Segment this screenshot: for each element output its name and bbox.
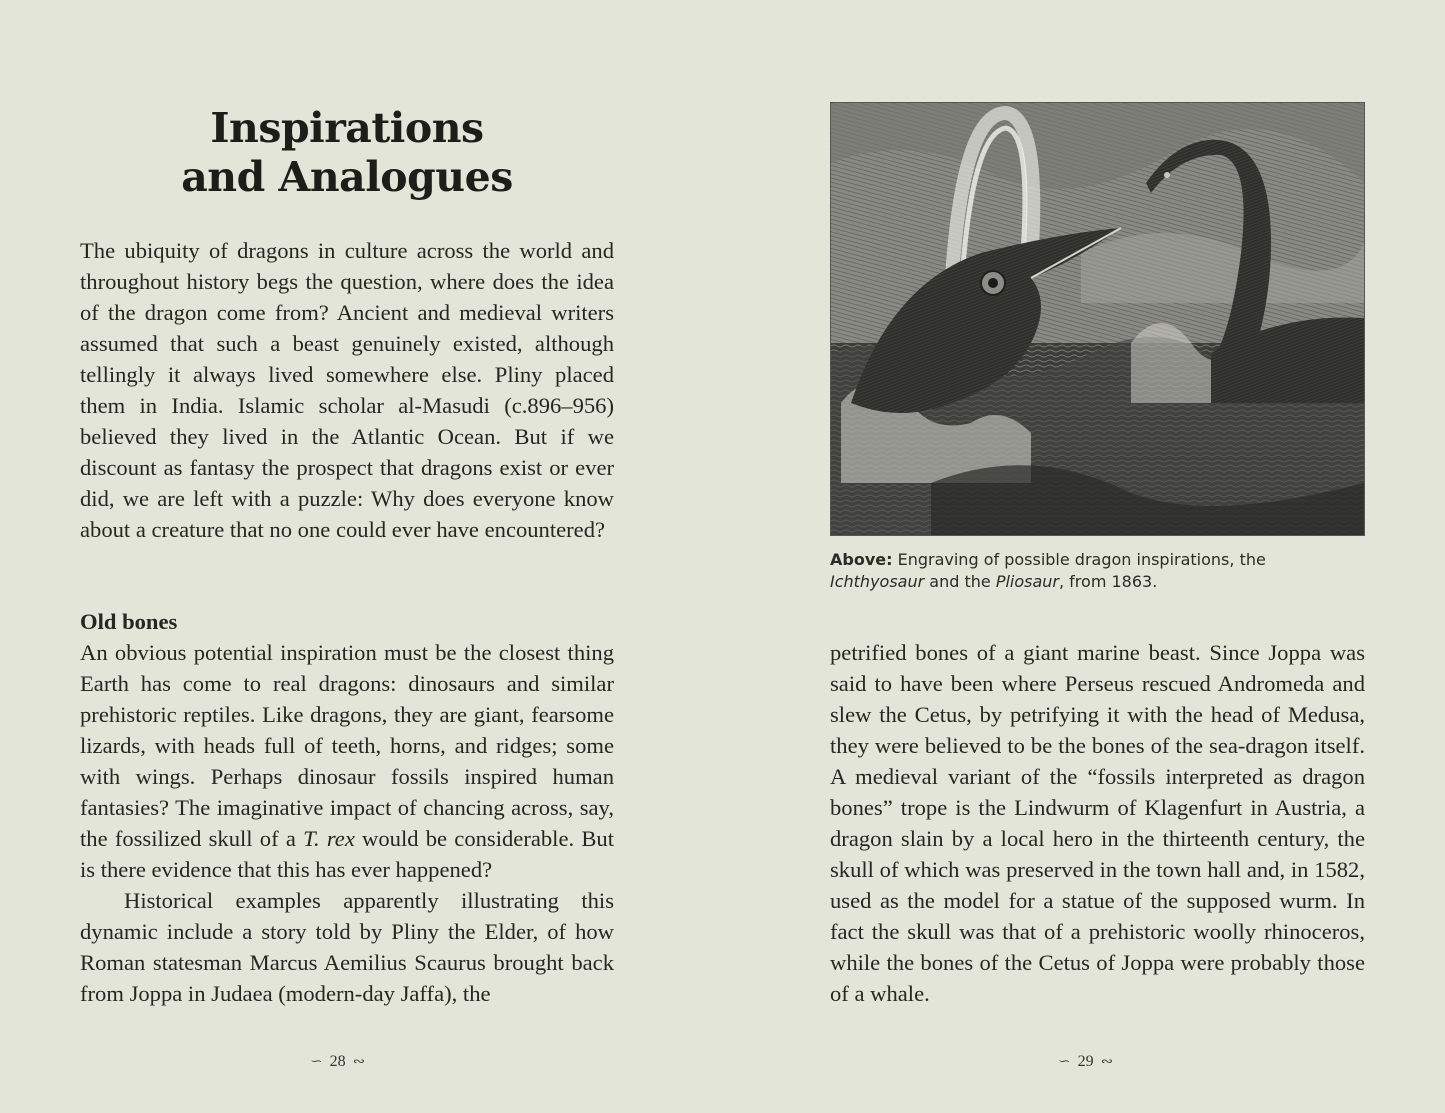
ornament-right-icon: ∾: [1100, 1055, 1114, 1069]
chapter-title: [80, 104, 614, 202]
caption-text-part: , from 1863.: [1059, 572, 1158, 591]
ornament-left-icon: ∽: [1058, 1055, 1071, 1069]
page-number: 28: [329, 1053, 346, 1070]
caption-text-part: and the: [924, 572, 996, 591]
caption-label: Above:: [830, 550, 893, 569]
caption-italic-term: Pliosaur: [995, 572, 1059, 591]
old-bones-paragraph-2: Historical examples apparently illustrating this dynamic include a story told by Pliny the Elder, of how Roman statesman Marcus Aemilius Scaurus brought back from Joppa in Judaea (modern-day Jaffa), the: [80, 888, 614, 1006]
left-page: [0, 0, 722, 1113]
page-number: 29: [1077, 1053, 1094, 1070]
old-bones-paragraph-1: [80, 637, 614, 885]
caption-italic-term: Ichthyosaur: [830, 572, 925, 591]
engraving-illustration: [830, 102, 1365, 536]
caption-text-part: Engraving of possible dragon inspirations, the: [892, 550, 1266, 569]
page-number-footer-right: [1058, 1051, 1113, 1073]
page-number-footer-left: [310, 1051, 365, 1073]
continuation-paragraph: petrified bones of a giant marine beast. Since Joppa was said to have been where Perseus rescued Andromeda and slew the Cetus, by petrifying it with the head of Medusa, they were believed to be the bones of the sea-dragon itself. A medieval variant of the “fossils interpreted as dragon bones” trope is the Lindwurm of Klagenfurt in Austria, a dragon slain by a local hero in the thirteenth century, the skull of which was preserved in the town hall and, in 1582, used as the model for a statue of the supposed wurm. In fact the skull was that of a prehistoric woolly rhinoceros, while the bones of the Cetus of Joppa were probably those of a whale.: [830, 640, 1365, 1006]
paragraph-text-part: An obvious potential inspiration must be the closest thing Earth has come to real dragons: dinosaurs and similar prehistoric reptiles. Like dragons, they are giant, fearsome lizards, with heads full of teeth, horns, and ridges; some with wings. Perhaps dinosaur fossils inspired human fantasies? The imaginative impact of chancing across, say, the fossilized skull of a: [80, 640, 614, 851]
chapter-title-line-1: Inspirations: [210, 104, 484, 152]
section-subheading: Old bones: [80, 609, 178, 634]
intro-paragraph: The ubiquity of dragons in culture across the world and throughout history begs the question, where does the idea of the dragon come from? Ancient and medieval writers assumed that such a beast genuinely existed, although tellingly it always lived somewhere else. Pliny placed them in India. Islamic scholar al-Masudi (c.896–956) believed they lived in the Atlantic Ocean. But if we discount as fantasy the prospect that dragons exist or ever did, we are left with a puzzle: Why does everyone know about a creature that no one could ever have encountered?: [80, 238, 614, 542]
ornament-left-icon: ∽: [310, 1055, 323, 1069]
chapter-title-line-2: and Analogues: [181, 153, 513, 201]
ornament-right-icon: ∾: [352, 1055, 366, 1069]
right-page: [722, 0, 1445, 1113]
figure-caption: [830, 549, 1365, 593]
paragraph-text-part: would be considerable. But is there evidence that this has ever happened?: [80, 826, 614, 882]
italic-term: T. rex: [303, 826, 355, 851]
